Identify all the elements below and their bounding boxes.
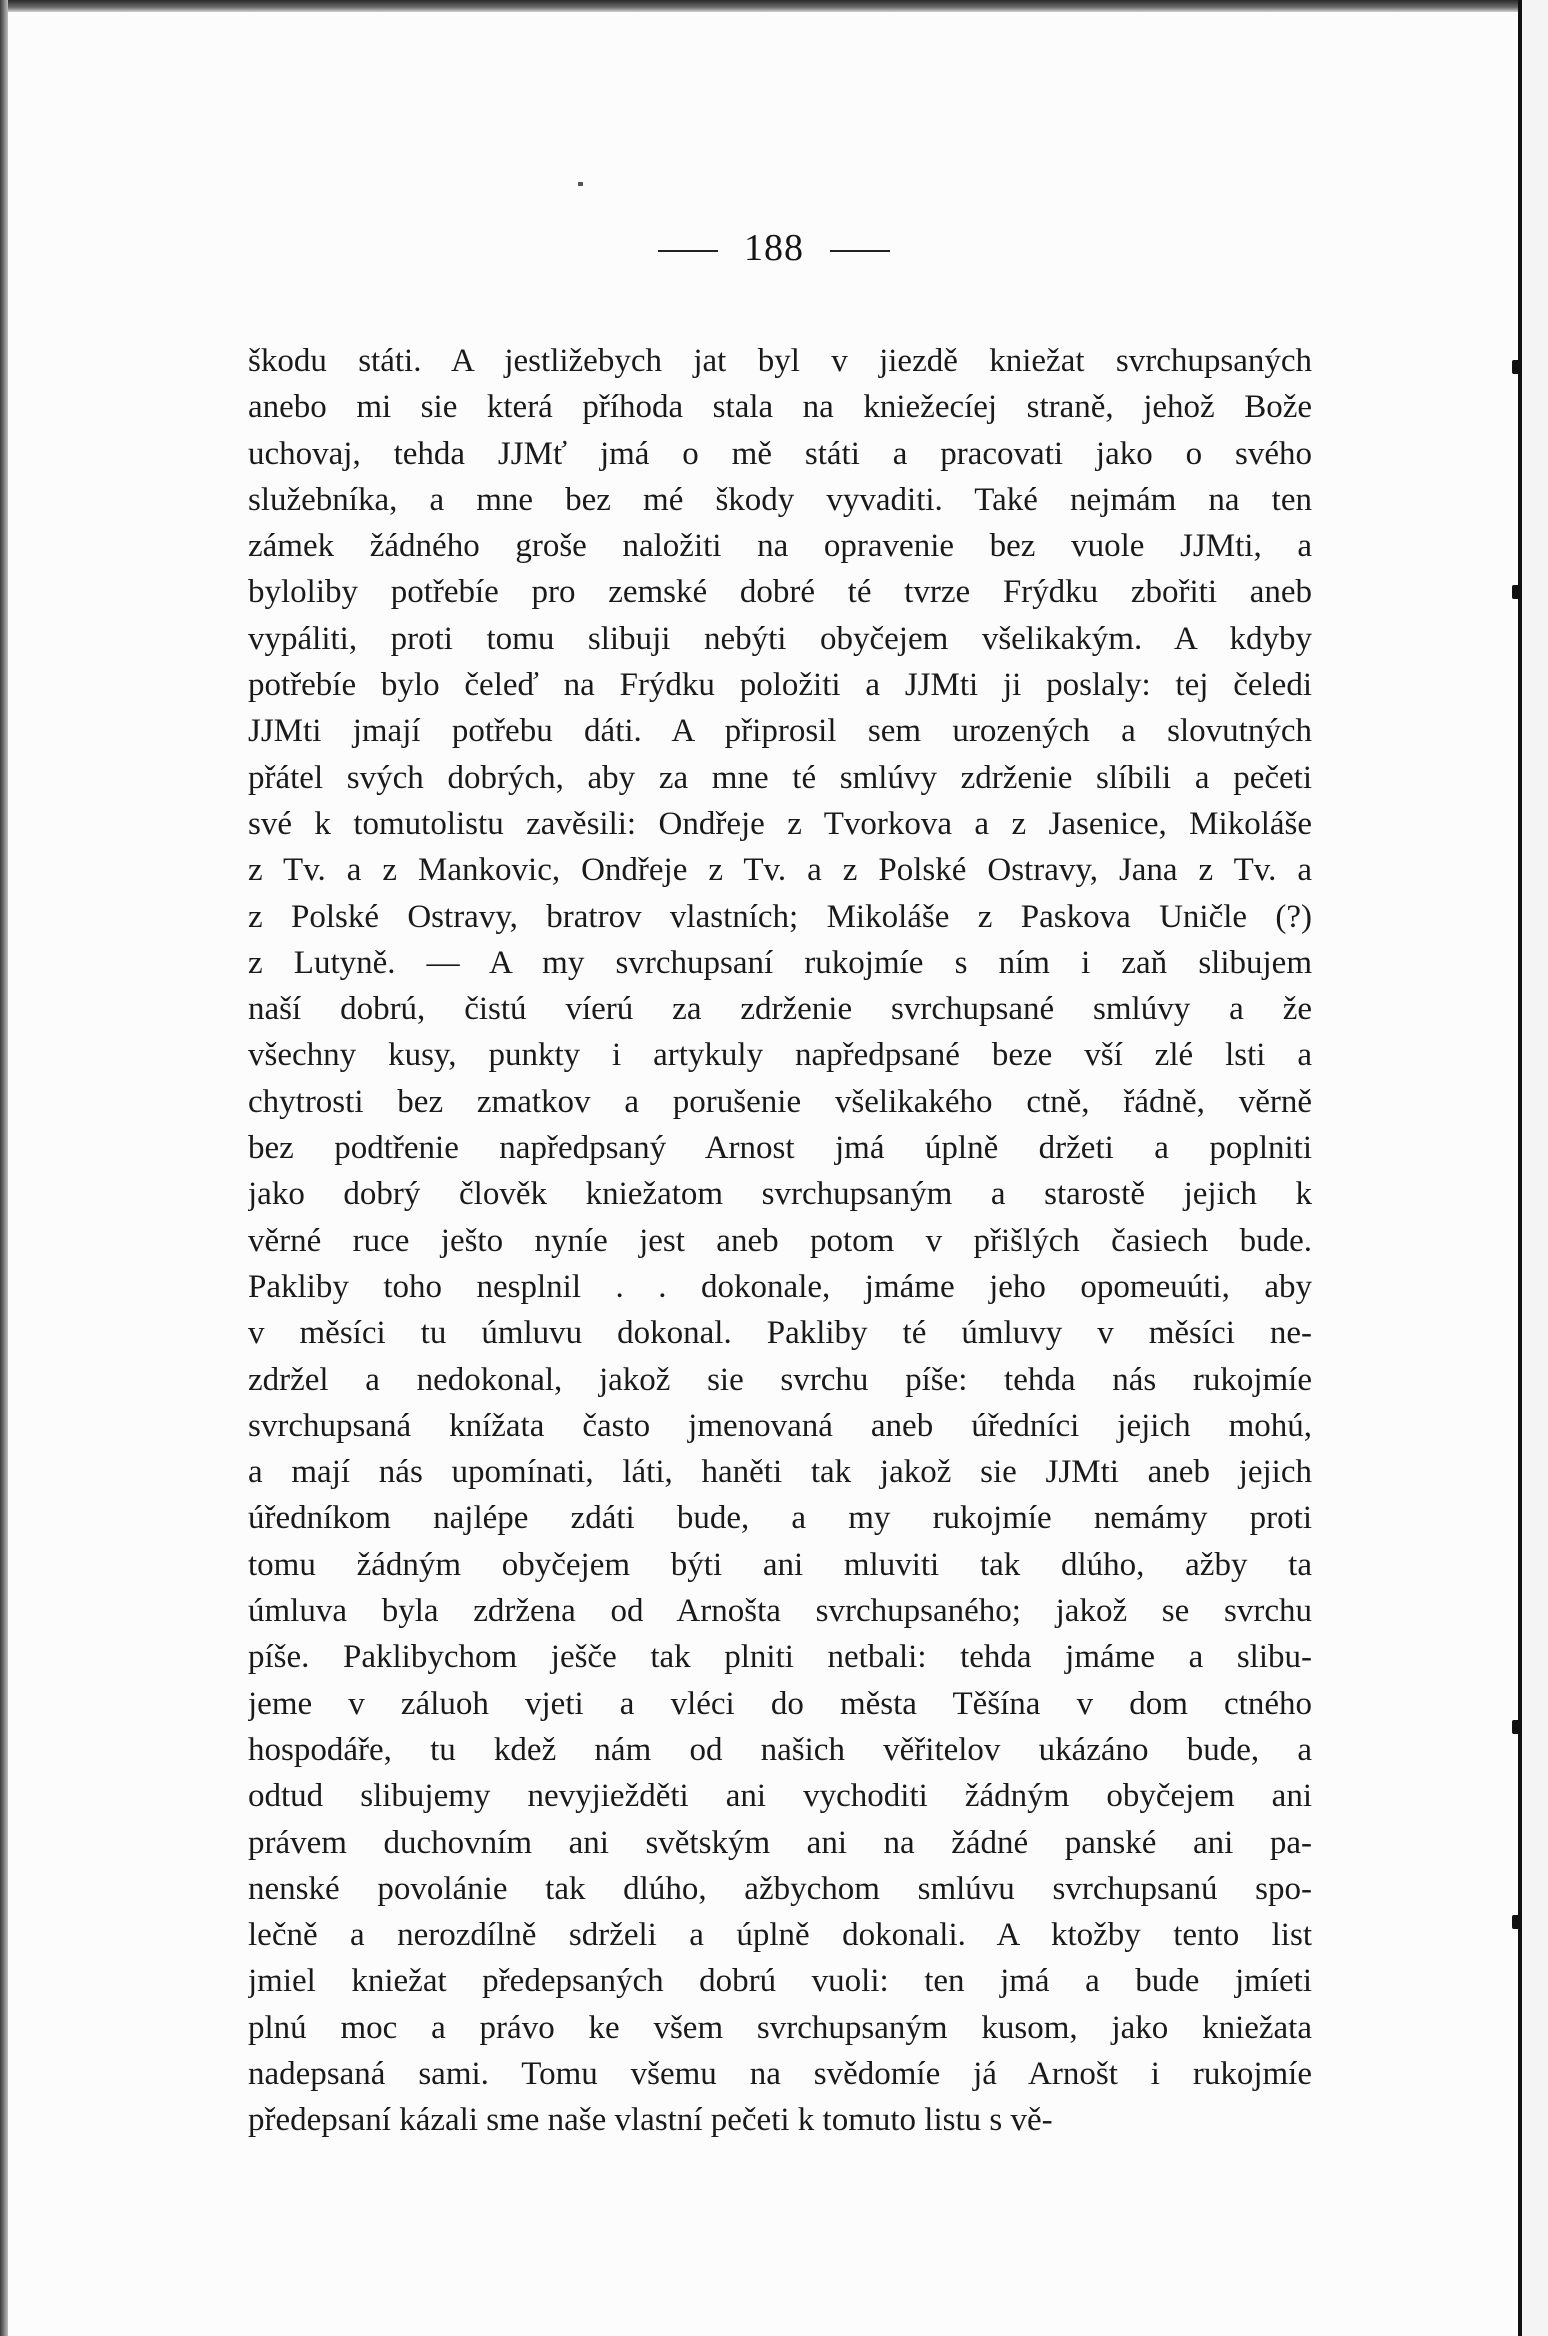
text-line: Pakliby toho nesplnil . . dokonale, jmáme jeho opomeuúti, aby [248,1268,1312,1305]
page-number-header [0,226,1548,270]
text-line: nenské povolánie tak dlúho, ažbychom smlúvu svrchupsanú spo- [248,1870,1312,1907]
text-line: úředníkom najlépe zdáti bude, a my rukojmíe nemámy proti [248,1500,1312,1537]
left-dash [658,250,718,252]
text-line: z Tv. a z Mankovic, Ondřeje z Tv. a z Polské Ostravy, Jana z Tv. a [248,852,1312,889]
edge-mark [1512,1720,1522,1734]
text-line: jeme v záluoh vjeti a vléci do města Těšína v dom ctného [248,1685,1312,1722]
edge-mark [1512,585,1522,599]
text-line: zdržel a nedokonal, jakož sie svrchu píše: tehda nás rukojmíe [248,1361,1312,1398]
scan-top-border [0,0,1548,12]
scan-left-border [0,0,8,2336]
text-line: předepsaní kázali sme naše vlastní pečeti k tomuto listu s vě- [248,2102,1053,2139]
text-line: škodu státi. A jestližebych jat byl v jiezdě kniežat svrchupsaných [248,343,1312,379]
text-line: uchovaj, tehda JJMť jmá o mě státi a pracovati jako o svého [248,435,1312,472]
text-line: chytrosti bez zmatkov a porušenie všelikakého ctně, řádně, věrně [248,1083,1312,1120]
text-line: tomu žádným obyčejem býti ani mluviti tak dlúho, ažby ta [248,1546,1312,1583]
text-line: byloliby potřebíe pro zemské dobré té tvrze Frýdku zbořiti aneb [248,574,1312,611]
text-line: píše. Paklibychom ješče tak plniti netbali: tehda jmáme a slibu- [248,1639,1312,1676]
scan-speck [578,182,583,186]
text-line: zámek žádného groše naložiti na opravenie bez vuole JJMti, a [248,528,1312,565]
text-line: odtud slibujemy nevyjiežděti ani vychoditi žádným obyčejem ani [248,1778,1312,1815]
text-line: vypáliti, proti tomu slibuji nebýti obyčejem všelikakým. A kdyby [248,620,1312,657]
edge-mark [1512,1915,1522,1929]
scan-right-edge [1518,0,1548,2336]
text-line: anebo mi sie která příhoda stala na kniežecíej straně, jehož Bože [248,389,1312,426]
text-line: naší dobrú, čistú víerú za zdrženie svrchupsané smlúvy a že [248,991,1312,1028]
text-line: svrchupsaná knížata často jmenovaná aneb úředníci jejich mohú, [248,1407,1312,1444]
text-line: služebníka, a mne bez mé škody vyvaditi. Také nejmám na ten [248,481,1312,518]
text-line: JJMti jmají potřebu dáti. A připrosil sem urozených a slovutných [248,713,1312,750]
text-line: v měsíci tu úmluvu dokonal. Pakliby té úmluvy v měsíci ne- [248,1315,1312,1352]
text-line: právem duchovním ani světským ani na žádné panské ani pa- [248,1824,1312,1861]
text-line: přátel svých dobrých, aby za mne té smlúvy zdrženie slíbili a pečeti [248,759,1312,796]
text-line: své k tomutolistu zavěsili: Ondřeje z Tvorkova a z Jasenice, Mikoláše [248,805,1312,842]
text-line: věrné ruce ješto nyníe jest aneb potom v přišlých časiech bude. [248,1222,1312,1259]
text-line: a mají nás upomínati, láti, haněti tak jakož sie JJMti aneb jejich [248,1454,1312,1491]
body-text [248,338,1312,2144]
text-line: z Polské Ostravy, bratrov vlastních; Mikoláše z Paskova Uničle (?) [248,898,1312,935]
page-number: 188 [744,227,804,269]
text-line: plnú moc a právo ke všem svrchupsaným kusom, jako kniežata [248,2009,1312,2046]
text-line: všechny kusy, punkty i artykuly napředpsané beze vší zlé lsti a [248,1037,1312,1074]
edge-mark [1512,360,1522,374]
right-dash [830,250,890,252]
text-line: hospodáře, tu kdež nám od našich věřitelov ukázáno bude, a [248,1731,1312,1768]
text-line: úmluva byla zdržena od Arnošta svrchupsaného; jakož se svrchu [248,1593,1312,1630]
text-line: jako dobrý člověk kniežatom svrchupsaným a starostě jejich k [248,1176,1312,1213]
text-line: lečně a nerozdílně sdrželi a úplně dokonali. A ktožby tento list [248,1917,1312,1954]
text-line: bez podtřenie napředpsaný Arnost jmá úplně držeti a poplniti [248,1130,1312,1167]
text-line: nadepsaná sami. Tomu všemu na svědomíe já Arnošt i rukojmíe [248,2055,1312,2092]
text-line: z Lutyně. — A my svrchupsaní rukojmíe s ním i zaň slibujem [248,944,1312,981]
text-line: jmiel kniežat předepsaných dobrú vuoli: ten jmá a bude jmíeti [248,1963,1312,2000]
text-line: potřebíe bylo čeleď na Frýdku položiti a JJMti ji poslaly: tej čeledi [248,667,1312,704]
